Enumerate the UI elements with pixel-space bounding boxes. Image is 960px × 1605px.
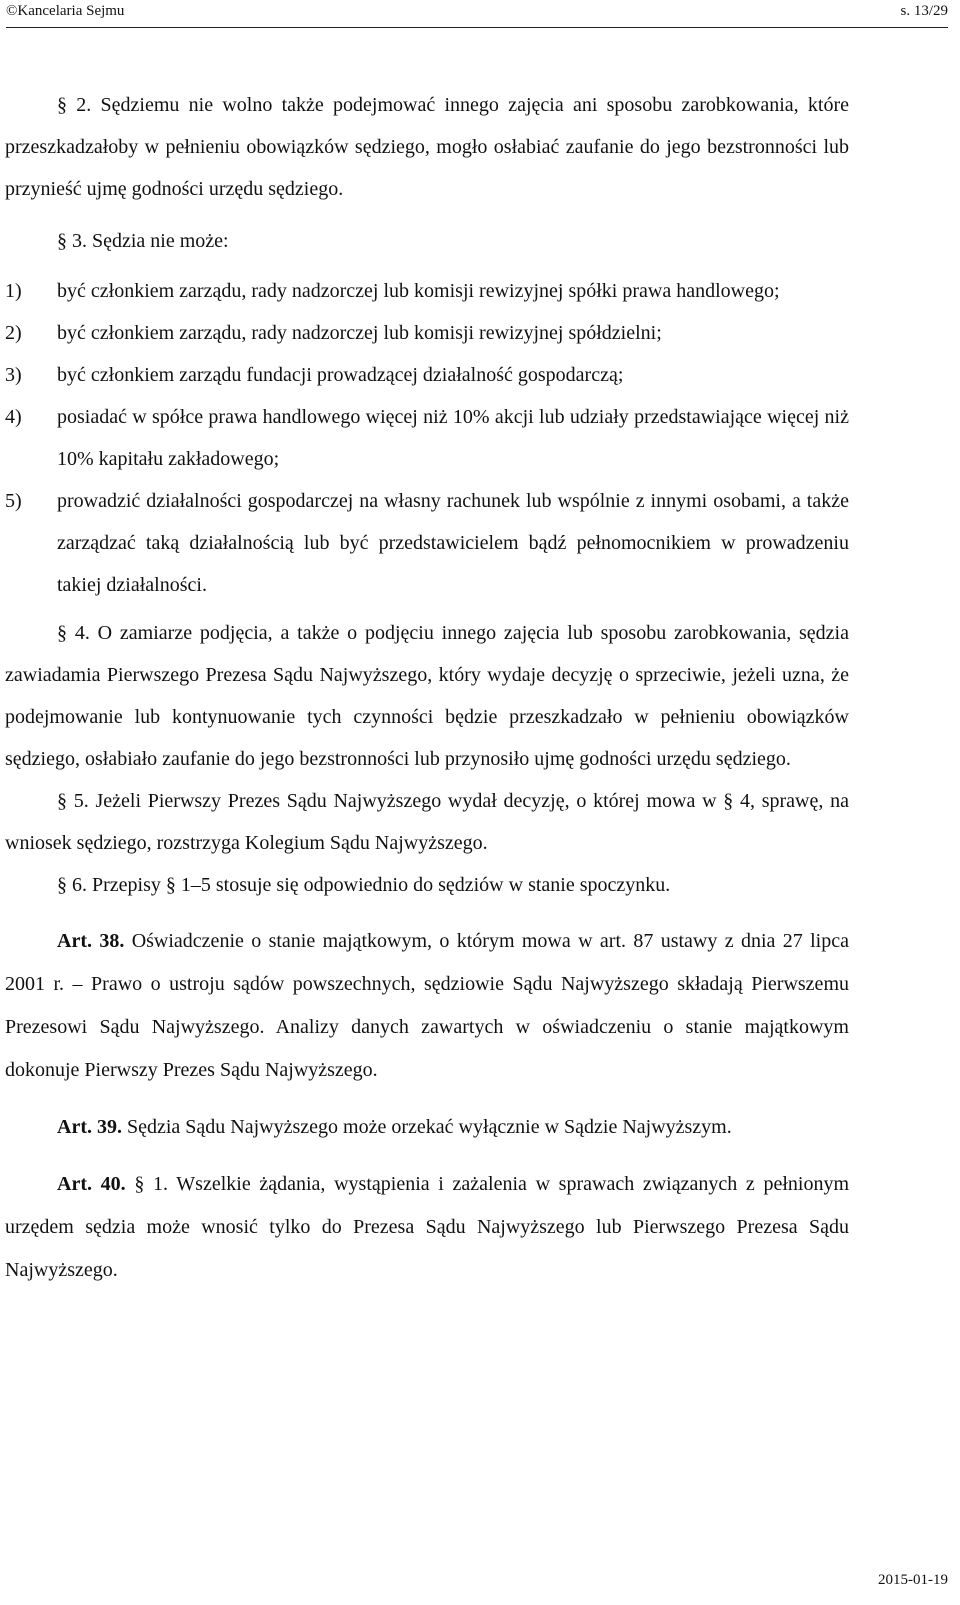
document-body bbox=[5, 84, 849, 1292]
page-header bbox=[6, 3, 948, 28]
article-39-number: Art. 39. bbox=[57, 1116, 122, 1138]
publisher-link[interactable]: ©Kancelaria Sejmu bbox=[6, 3, 125, 19]
section-5-paragraph: § 5. Jeżeli Pierwszy Prezes Sądu Najwyższego wydał decyzję, o której mowa w § 4, sprawę, na wniosek sędziego, rozstrzyga Kolegium Sądu Najwyższego. bbox=[5, 790, 849, 854]
article-39 bbox=[5, 1106, 849, 1149]
prohibition-list bbox=[5, 270, 849, 606]
list-item bbox=[5, 312, 849, 354]
section-3-intro: § 3. Sędzia nie może: bbox=[57, 230, 229, 252]
article-40-text: § 1. Wszelkie żądania, wystąpienia i zażalenia w sprawach związanych z pełnionym urzędem sędzia może wnosić tylko do Prezesa Sądu Najwyższego lub Pierwszego Prezesa Sądu Najwyższego. bbox=[5, 1173, 850, 1281]
article-40 bbox=[5, 1163, 849, 1292]
article-38-text: Oświadczenie o stanie majątkowym, o którym mowa w art. 87 ustawy z dnia 27 lipca 2001 r. – Prawo o ustroju sądów powszechnych, sędziowie Sądu Najwyższego składają Pierwszemu Prezesowi Sądu Najwyższego. Analizy danych zawartych w oświadczeniu o stanie majątkowym dokonuje Pierwszy Prezes Sądu Najwyższego. bbox=[5, 930, 849, 1081]
list-item-number: 2) bbox=[5, 322, 22, 344]
footer-date: 2015-01-19 bbox=[878, 1572, 948, 1588]
list-item bbox=[5, 396, 849, 480]
page-number-link[interactable]: s. 13/29 bbox=[900, 3, 948, 19]
list-item-text: prowadzić działalności gospodarczej na własny rachunek lub wspólnie z innymi osobami, a także zarządzać taką działalnością lub być przedstawicielem bądź pełnomocnikiem w prowadzeniu takiej działalności. bbox=[57, 490, 849, 596]
list-item-number: 4) bbox=[5, 406, 22, 428]
list-item bbox=[5, 354, 849, 396]
list-item-number: 1) bbox=[5, 280, 22, 302]
article-38-number: Art. 38. bbox=[57, 930, 125, 952]
section-4-paragraph: § 4. O zamiarze podjęcia, a także o podjęciu innego zajęcia lub sposobu zarobkowania, sędzia zawiadamia Pierwszego Prezesa Sądu Najwyższego, który wydaje decyzję o sprzeciwie, jeżeli uzna, że podejmowanie lub kontynuowanie tych czynności będzie przeszkadzało w pełnieniu obowiązków sędziego, osłabiało zaufanie do jego bezstronności lub przynosiło ujmę godności urzędu sędziego. bbox=[5, 622, 849, 770]
list-item-text: posiadać w spółce prawa handlowego więcej niż 10% akcji lub udziały przedstawiające więcej niż 10% kapitału zakładowego; bbox=[57, 406, 849, 470]
article-39-text: Sędzia Sądu Najwyższego może orzekać wyłącznie w Sądzie Najwyższym. bbox=[126, 1116, 732, 1138]
list-item-text: być członkiem zarządu, rady nadzorczej lub komisji rewizyjnej spółdzielni; bbox=[57, 322, 662, 344]
article-40-number: Art. 40. bbox=[57, 1173, 126, 1195]
list-item bbox=[5, 480, 849, 606]
list-item-text: być członkiem zarządu fundacji prowadzącej działalność gospodarczą; bbox=[57, 364, 624, 386]
list-item-number: 5) bbox=[5, 490, 22, 512]
list-item-number: 3) bbox=[5, 364, 22, 386]
section-6-paragraph: § 6. Przepisy § 1–5 stosuje się odpowiednio do sędziów w stanie spoczynku. bbox=[57, 874, 671, 896]
list-item-text: być członkiem zarządu, rady nadzorczej lub komisji rewizyjnej spółki prawa handlowego; bbox=[57, 280, 780, 302]
article-38 bbox=[5, 920, 849, 1092]
section-2-paragraph: § 2. Sędziemu nie wolno także podejmować innego zajęcia ani sposobu zarobkowania, które przeszkadzałoby w pełnieniu obowiązków sędziego, mogło osłabiać zaufanie do jego bezstronności lub przynieść ujmę godności urzędu sędziego. bbox=[5, 94, 849, 200]
list-item bbox=[5, 270, 849, 312]
